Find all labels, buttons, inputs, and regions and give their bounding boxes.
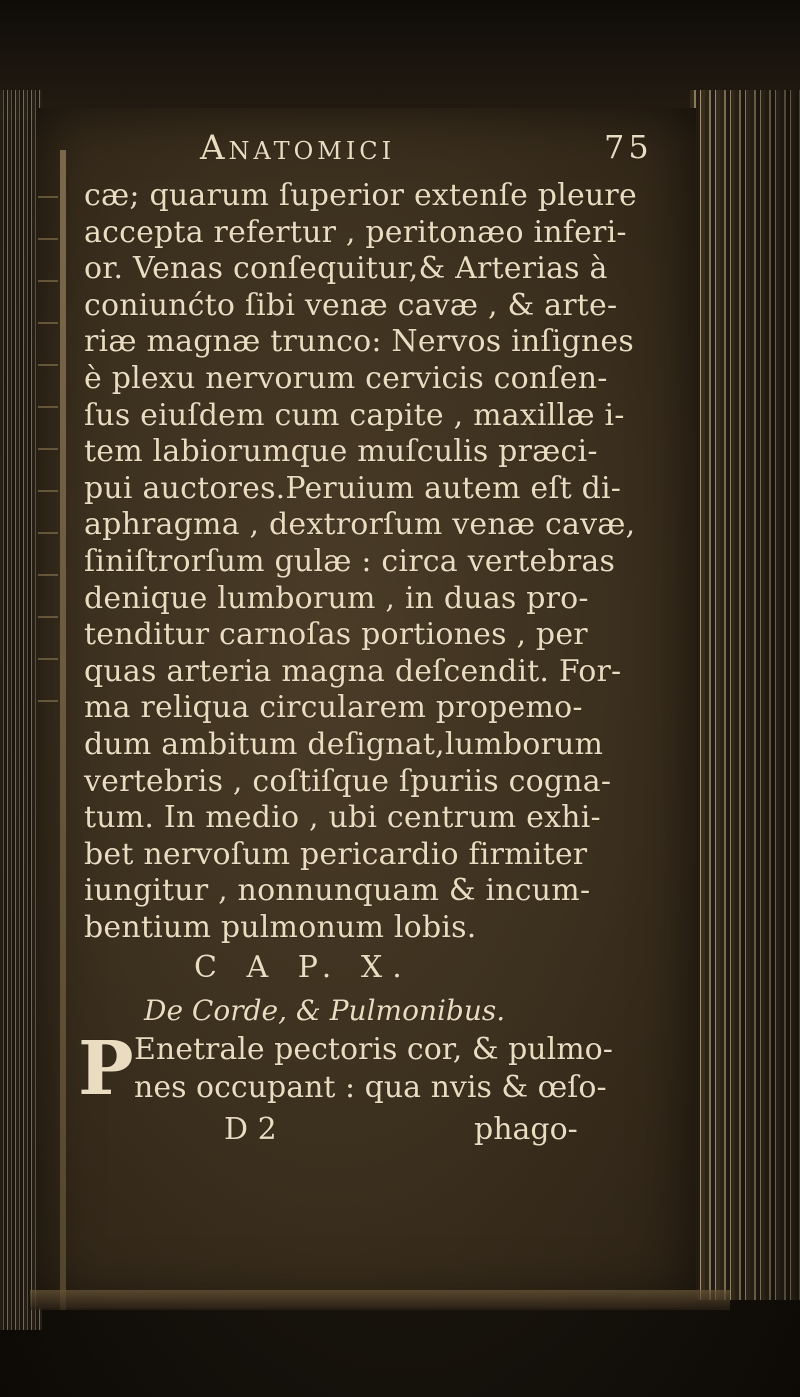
text-line: denique lumborum , in duas pro-	[84, 580, 589, 616]
text-line: cæ; quarum ſuperior extenſe pleure	[84, 178, 637, 213]
fore-edge	[690, 90, 800, 1300]
gutter-ticks	[38, 160, 58, 720]
text-line: ma reliqua circularem propemo-	[84, 690, 583, 726]
chapter-heading: C A P. X.	[194, 950, 412, 986]
text-line: iungitur , nonnunquam & incum-	[84, 873, 591, 909]
text-line: ſiniſtrorſum gulæ : circa vertebras	[84, 543, 616, 579]
running-head	[84, 128, 684, 178]
text-line: tenditur carnoſas portiones , per	[84, 617, 588, 653]
opening-paragraph	[78, 1026, 684, 1113]
text-line: è plexu nervorum cervicis conſen-	[84, 360, 608, 396]
text-block	[78, 128, 684, 1152]
text-line: nes occupant : qua nvis & œſo-	[134, 1070, 607, 1106]
text-line: or. Venas conſequitur,& Arterias à	[84, 251, 608, 287]
text-line: bet nervoſum pericardio firmiter	[84, 836, 588, 872]
text-line: vertebris , coſtiſque ſpuriis cogna-	[84, 763, 612, 799]
catchword: phago-	[474, 1112, 578, 1148]
body-text	[84, 178, 684, 946]
chapter-subtitle: De Corde, & Pulmonibus.	[144, 994, 506, 1028]
text-line: ſus eiuſdem cum capite , maxillæ i-	[84, 397, 625, 433]
text-line: Enetrale pectoris cor, & pulmo-	[134, 1032, 613, 1068]
gutter-line	[60, 150, 66, 1310]
top-shadow	[0, 0, 800, 120]
text-line: riæ magnæ trunco: Nervos inſignes	[84, 324, 634, 360]
running-title: Anatomici	[200, 128, 396, 168]
text-line: tem labiorumque muſculis præci-	[84, 434, 598, 470]
signature-mark: D 2	[224, 1112, 277, 1148]
text-line: aphragma , dextrorſum venæ cavæ,	[84, 507, 636, 543]
text-line: dum ambitum deſignat,lumborum	[84, 726, 604, 762]
text-line: accepta refertur , peritonæo inferi-	[84, 214, 627, 250]
text-line: coniunćto ſibi venæ cavæ , & arte-	[84, 287, 618, 323]
page-number: 75	[604, 128, 653, 166]
text-line: bentium pulmonum lobis.	[84, 909, 477, 945]
text-line: pui auctores.Peruium autem eſt di-	[84, 470, 622, 506]
drop-cap: P	[78, 1026, 134, 1113]
page-footer	[84, 1112, 684, 1152]
text-line: tum. In medio , ubi centrum exhi-	[84, 800, 601, 836]
bottom-edge	[30, 1290, 730, 1310]
text-line: quas arteria magna deſcendit. For-	[84, 653, 622, 689]
